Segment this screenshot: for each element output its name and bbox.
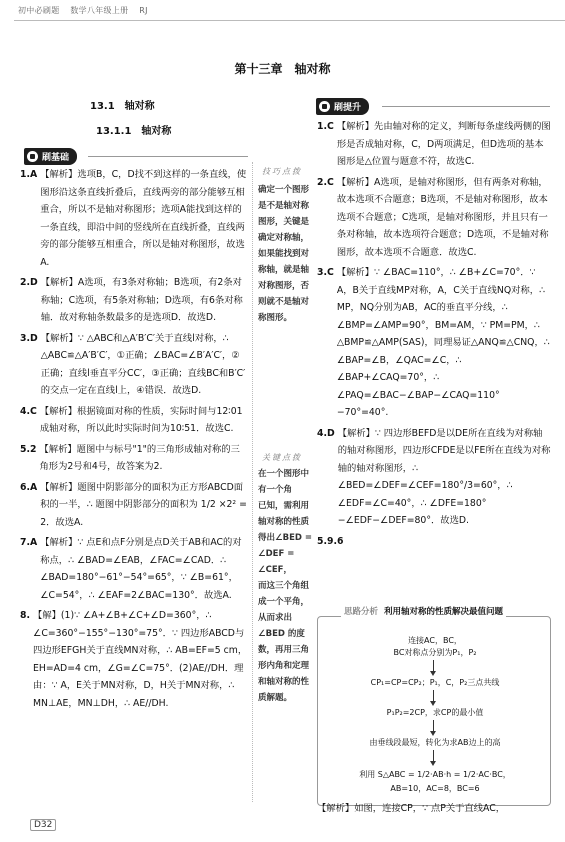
header-edition: RJ bbox=[139, 6, 148, 15]
tip-line: 形内角和定理 bbox=[258, 661, 310, 671]
answer-number: 4.C bbox=[20, 405, 37, 417]
answer-text: 【解析】∵ ∠BAC=110°，∴ ∠B+∠C=70°．∵ A，B关于直线MP对称，A，C关于直线NQ对称，∴ MP，NQ分别为AB，AC的垂直平分线，∴ ∠BMP=∠AMP=90°，BM=AM，∵ PM=PM，∴ △BMP≌△AMP(SAS)，同理易证△ANQ≌△CNQ，∴ ∠BAP=∠B，∠QAC=∠C，∴ ∠BAP+∠CAQ=70°，∴ ∠PAQ=∠BAC−∠BAP−∠CAQ=110°−70°=40°. bbox=[336, 267, 550, 418]
badge-advanced-label: 刷提升 bbox=[334, 103, 362, 113]
answer-item bbox=[317, 118, 551, 171]
tip1-box bbox=[258, 182, 316, 326]
tip-line: 图形，关键是 bbox=[258, 217, 310, 227]
answer-number: 3.D bbox=[20, 332, 38, 344]
chapter-title: 第十三章 轴对称 bbox=[234, 62, 331, 76]
arrow-down-icon bbox=[433, 720, 434, 734]
answer-item bbox=[20, 534, 248, 604]
tip1-heading: 技巧点拨 bbox=[262, 167, 302, 176]
arrow-down-icon bbox=[433, 660, 434, 674]
diagram-step-3: CP₁=CP=CP₂；P₁，C，P₂三点共线 bbox=[370, 678, 500, 687]
header-series: 初中必刷题 bbox=[18, 6, 60, 15]
answer-text: 【解】(1)∵ ∠A+∠B+∠C+∠D=360°，∴ ∠C=360°−155°−130°=75°．∵ 四边形ABCD与四边形EFGH关于直线MN对称，∴ AB=EF=5 cm，EH=AD=4 cm，∠G=∠C=75°．(2)AE//DH．理由：∵ A，E关于MN对称，D，H关于MN对称，∴ MN⊥AE，MN⊥DH，∴ AE//DH. bbox=[33, 610, 248, 709]
left-answers bbox=[20, 166, 248, 715]
answer-number: 5.2 bbox=[20, 443, 37, 455]
tip-line: 是不是轴对称 bbox=[258, 201, 310, 211]
tip-line: 轴对称的性质 bbox=[258, 517, 310, 527]
diagram-step-4: P₁P₂=2CP，求CP的最小值 bbox=[386, 708, 484, 717]
badge-advanced-rule bbox=[382, 106, 550, 107]
answer-text: 【解析】∵ 四边形BEFD是以DE所在直线为对称轴的轴对称图形，四边形CFDE是以FE所在直线为对称轴的轴对称图形，∴ ∠BED=∠DEF=∠CEF=180°/3=60°，∴ ∠EDF=∠C=40°，∴ ∠DFE=180°−∠EDF−∠DEF=80°．故选D. bbox=[337, 427, 551, 526]
answer-item bbox=[317, 264, 551, 422]
badge-basic-rule bbox=[88, 156, 248, 157]
header-rule bbox=[14, 20, 565, 21]
answer-number: 1.A bbox=[20, 169, 38, 180]
pencil-icon bbox=[27, 151, 38, 162]
answer-number: 2.C bbox=[317, 176, 334, 188]
tip-line: ∠DEF = ∠CEF， bbox=[258, 549, 295, 575]
tip2-box bbox=[258, 466, 316, 706]
tip-line: 称轴，就是轴 bbox=[258, 265, 310, 275]
badge-advanced bbox=[316, 98, 369, 115]
diagram-step-5: 由垂线段最短，转化为求AB边上的高 bbox=[369, 738, 501, 747]
answer-number: 4.D bbox=[317, 427, 335, 439]
analysis-diagram bbox=[317, 616, 551, 806]
answer-number: 1.C bbox=[317, 121, 334, 132]
margin-divider bbox=[252, 162, 253, 802]
answer-number: 7.A bbox=[20, 537, 38, 548]
answer-number: 5.9.6 bbox=[317, 535, 344, 547]
tip-line: 则就不是轴对 bbox=[258, 297, 310, 307]
pencil-icon bbox=[319, 101, 330, 112]
arrow-down-icon bbox=[433, 750, 434, 764]
tip-line: 确定对称轴， bbox=[258, 233, 310, 243]
right-answers bbox=[317, 118, 551, 553]
page-number: D32 bbox=[30, 819, 56, 831]
section-title: 13.1 轴对称 bbox=[90, 101, 155, 112]
tip-line: 而这三个角组 bbox=[258, 581, 310, 591]
tip-line: 称图形。 bbox=[258, 313, 293, 323]
answer-text: 【解析】题图中阴影部分的面积为正方形ABCD面积的一半，∴ 题图中阴影部分的面积为 1/2 ×2² = 2．故选A. bbox=[40, 481, 247, 528]
answer-number: 6.A bbox=[20, 481, 38, 493]
answer-number: 3.C bbox=[317, 267, 334, 278]
diagram-step-1: 连接AC，BC， bbox=[408, 636, 462, 645]
answer-text: 【解析】先由轴对称的定义，判断每条虚线两侧的图形是否成轴对称，C，D两项满足，但D选项的基本图形是△位置与题意不符，故选C. bbox=[336, 121, 551, 167]
diagram-step-6: 利用 S△ABC = 1/2·AB·h = 1/2·AC·BC， bbox=[359, 770, 511, 779]
answer-item bbox=[20, 607, 248, 712]
tip-line: 有一个角 bbox=[258, 485, 293, 495]
answer-number: 2.D bbox=[20, 277, 38, 288]
answer-item bbox=[20, 166, 248, 271]
answer-item bbox=[20, 274, 248, 327]
answer-item bbox=[20, 403, 248, 438]
diagram-heading: 利用轴对称的性质解决最值问题 bbox=[384, 607, 504, 617]
tip-line: 对称图形，否 bbox=[258, 281, 310, 291]
answer-item bbox=[317, 533, 551, 551]
answer-text: 【解析】A选项，有3条对称轴；B选项，有2条对称轴；C选项，有5条对称轴；D选项，有6条对称轴．故对称轴条数最多的是选项D．故选D. bbox=[40, 277, 243, 323]
answer-text bbox=[346, 533, 551, 551]
answer-text: 【解析】题图中与标号"1"的三角形成轴对称的三角形为2号和4号，故答案为2. bbox=[39, 443, 240, 472]
tip2-heading: 关键点拨 bbox=[262, 453, 302, 462]
subsection-title: 13.1.1 轴对称 bbox=[96, 126, 172, 137]
answer-item bbox=[317, 174, 551, 262]
answer-text: 【解析】∵ △ABC和△A′B′C′关于直线l对称，∴ △ABC≌△A′B′C′，①正确；∠BAC=∠B′A′C′，②正确；直线l垂直平分CC′，③正确；直线BC和B′C′的交点一定在直线l上，④错误．故选D. bbox=[40, 332, 246, 396]
arrow-down-icon bbox=[433, 690, 434, 704]
badge-basic bbox=[24, 148, 77, 165]
diagram-key: 思路分析 bbox=[344, 607, 379, 617]
answer-item bbox=[20, 479, 248, 532]
diagram-step-7: AB=10，AC=8，BC=6 bbox=[390, 784, 480, 793]
tip-line: 质解题。 bbox=[258, 693, 293, 703]
badge-basic-label: 刷基础 bbox=[42, 153, 70, 163]
answer-item bbox=[317, 425, 551, 530]
tip-line: 得出∠BED = bbox=[258, 533, 313, 543]
tip-line: 数，再用三角 bbox=[258, 645, 310, 655]
answer-text: 【解析】A选项，是轴对称图形，但有两条对称轴，故本选项不合题意；B选项，不是轴对称图形，故本选项不合题意；C选项，是轴对称图形，并且只有一条对称轴，故本选项符合题意；D选项，不是轴对称图形，故本选项不合题意．故选C. bbox=[336, 176, 549, 258]
tip-line: 和轴对称的性 bbox=[258, 677, 310, 687]
diagram-step-2: BC对称点分别为P₁，P₂ bbox=[393, 648, 477, 657]
diagram-title bbox=[341, 605, 506, 617]
tip-line: 已知，需利用 bbox=[258, 501, 310, 511]
tip-line: ∠BED 的度 bbox=[258, 629, 305, 639]
tip-line: 成一个平角， bbox=[258, 597, 310, 607]
answer-item bbox=[20, 441, 248, 476]
tip-line: 确定一个图形 bbox=[258, 185, 310, 195]
tip-line: 如果能找到对 bbox=[258, 249, 310, 259]
answer-text: 【解析】∵ 点E和点F分别是点D关于AB和AC的对称点，∴ ∠BAD=∠EAB，∠FAC=∠CAD．∴ ∠BAD=180°−61°−54°=65°，∵ ∠B=61°，∠C=54°，∴ ∠EAF=2∠BAC=130°．故选A. bbox=[40, 537, 242, 601]
tip-line: 从而求出 bbox=[258, 613, 293, 623]
header-subject: 数学八年级上册 bbox=[70, 6, 129, 15]
answer-number: 8. bbox=[20, 610, 31, 621]
running-header bbox=[18, 5, 156, 16]
answer-text: 【解析】选项B，C，D找不到这样的一条直线，使图形沿这条直线折叠后，直线两旁的部分能够互相重合，所以不是轴对称图形；选项A能找到这样的一条直线，即沿中间的竖线所在直线折叠，直线两旁的部分能够互相重合，所以是轴对称图形，故选A. bbox=[40, 169, 247, 268]
answer-text: 【解析】根据镜面对称的性质，实际时间与12∶01成轴对称，所以此时实际时间为10∶51．故选C. bbox=[39, 405, 243, 434]
answer-item bbox=[20, 330, 248, 400]
footer-analysis: 【解析】如图，连接CP，∵ 点P关于直线AC， bbox=[317, 803, 506, 814]
tip-line: 在一个图形中 bbox=[258, 469, 310, 479]
